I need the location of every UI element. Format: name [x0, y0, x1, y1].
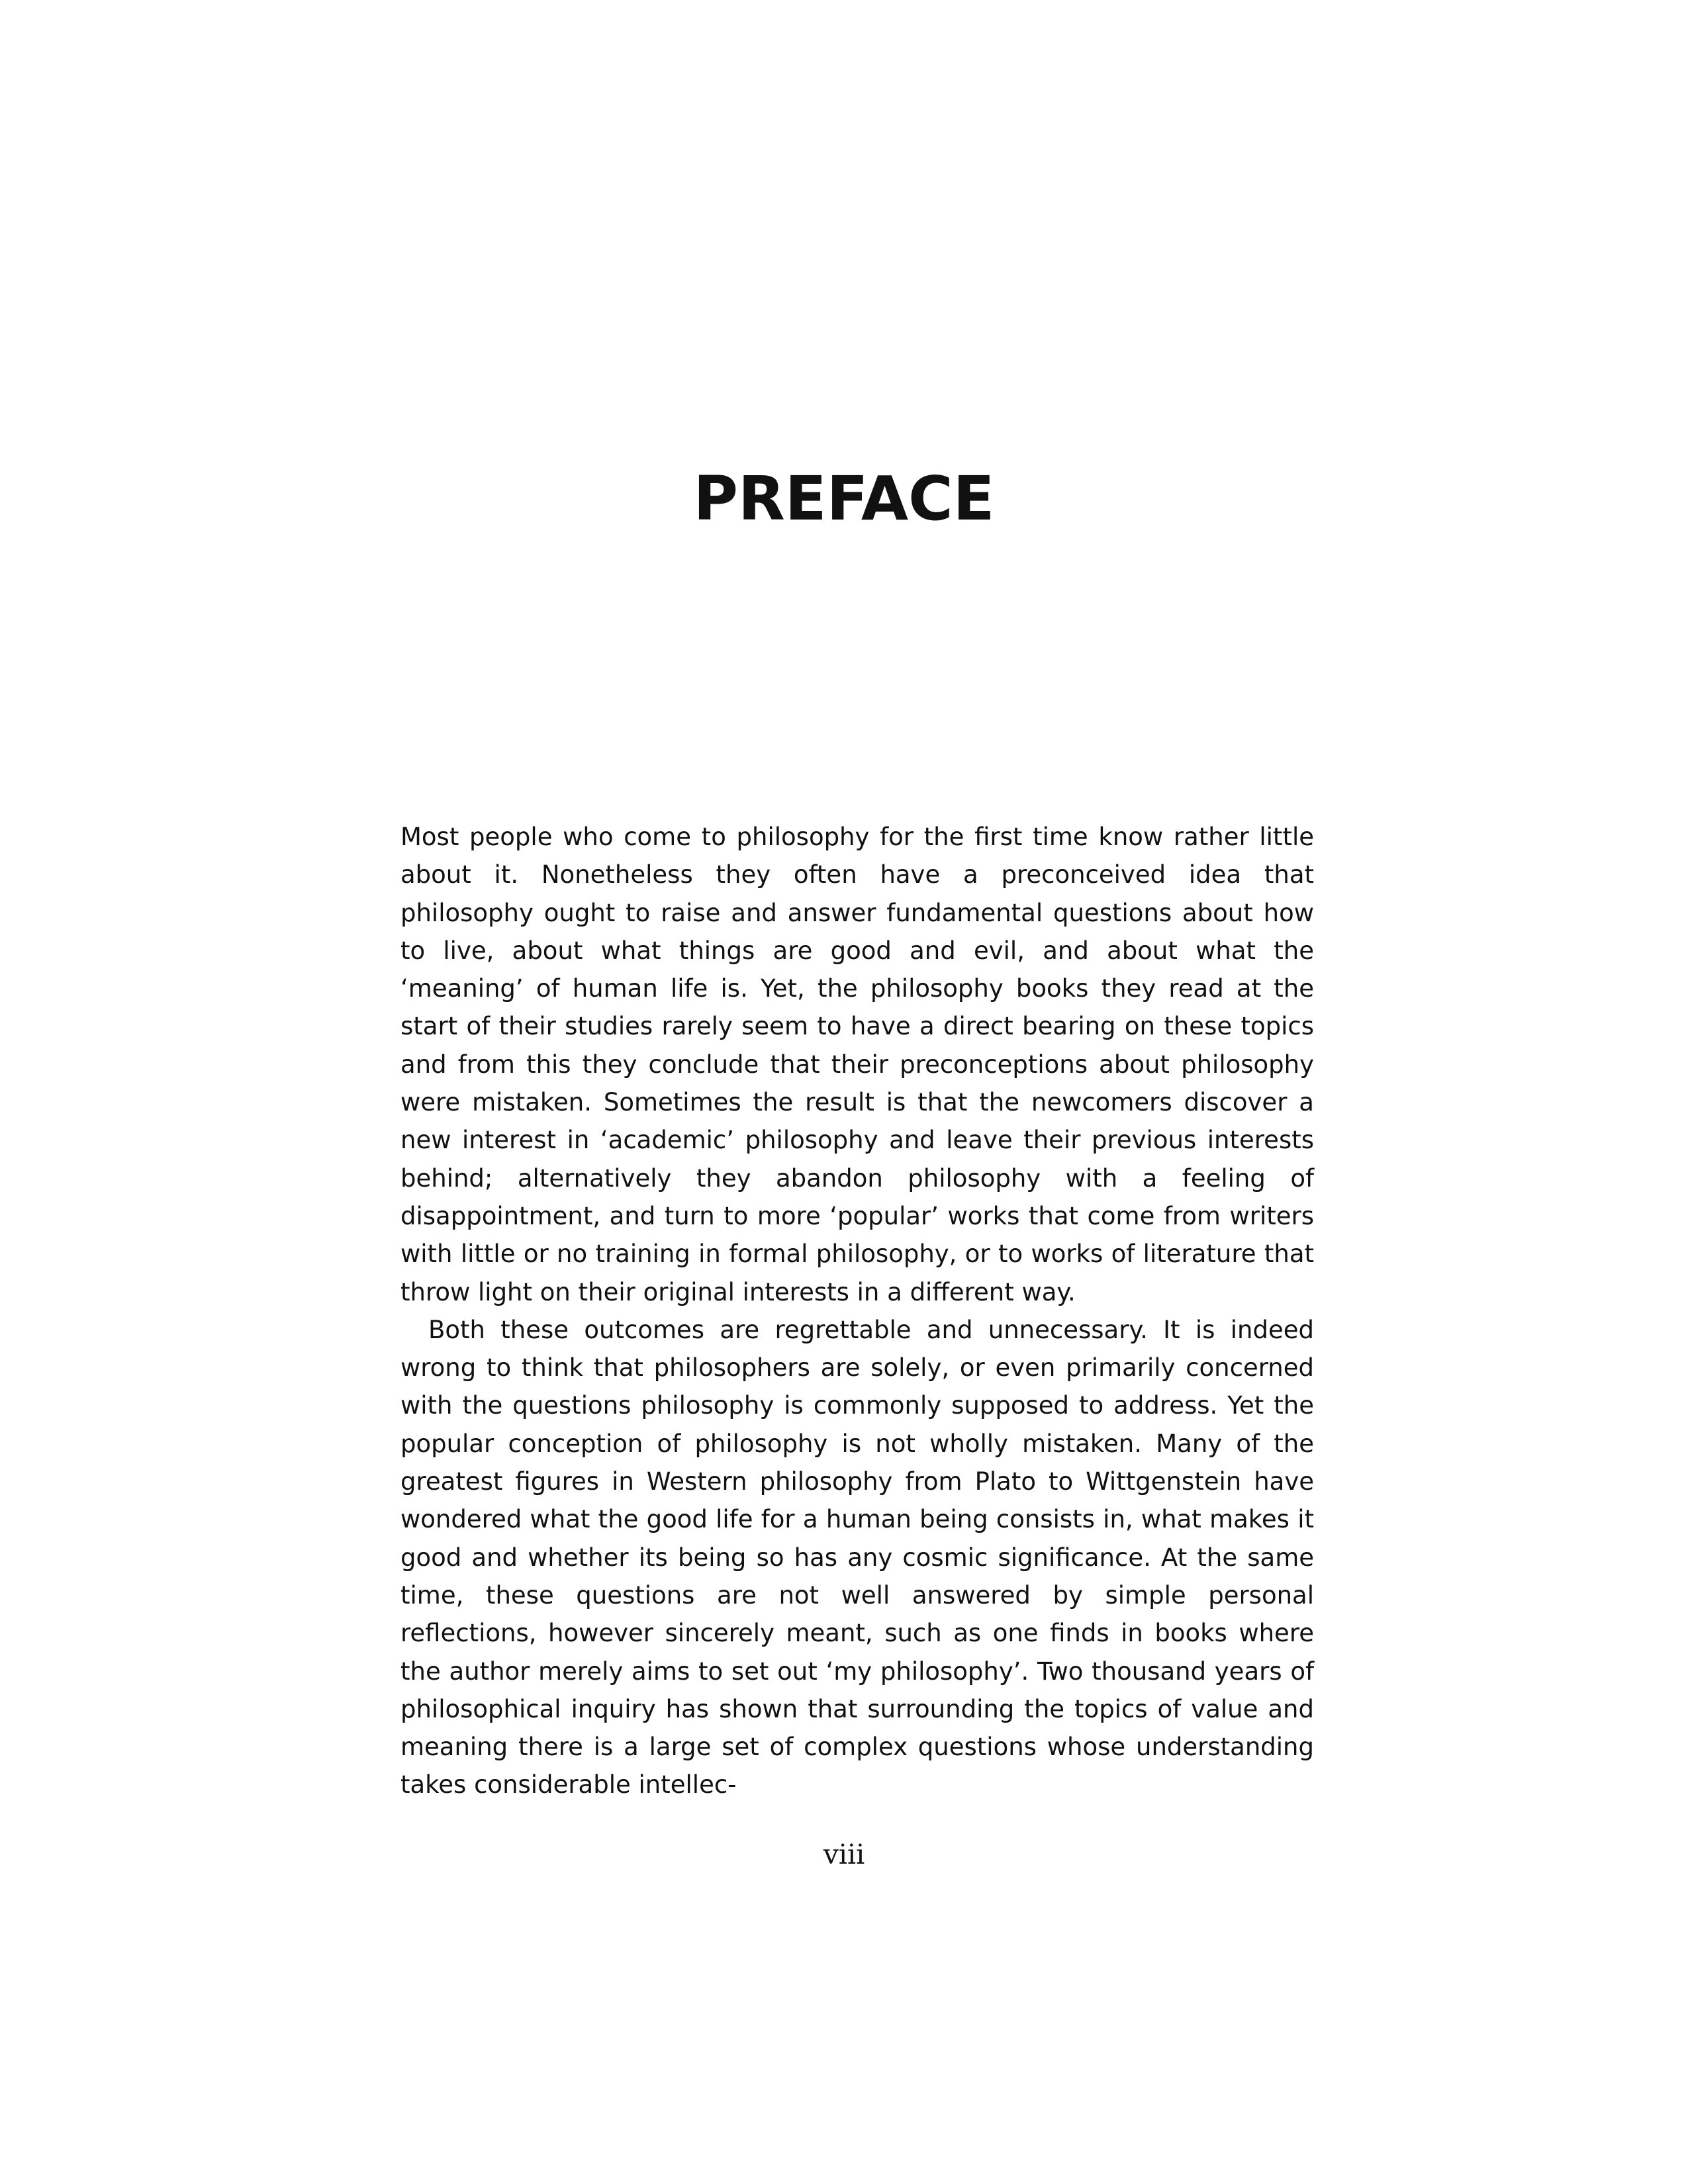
paragraph-2: Both these outcomes are regrettable and unnecessary. It is indeed wrong to think that philosophers are solely, or even primarily concerned with the questions philosophy is commonly supposed to address. Yet the popular conception of philosophy is not wholly mistaken. Many of the greatest figures in Western philosophy from Plato to Wittgenstein have wondered what the good life for a human being consists in, what makes it good and whether its being so has any cosmic significance. At the same time, these questions are not well answered by simple personal reflections, however sincerely meant, such as one finds in books where the author merely aims to set out ‘my philosophy’. Two thousand years of philosophical inquiry has shown that surrounding the topics of value and meaning there is a large set of complex questions whose understanding takes considerable intellec-	[400, 1315, 1314, 1799]
page-title: PREFACE	[693, 463, 995, 534]
page-number: viii	[823, 1839, 865, 1870]
body-text	[400, 818, 1314, 1804]
paragraph-1: Most people who come to philosophy for the first time know rather little about it. Nonetheless they often have a preconceived idea that philosophy ought to raise and answer fundamental questions about how to live, about what things are good and evil, and about what the ‘meaning’ of human life is. Yet, the philosophy books they read at the start of their studies rarely seem to have a direct bearing on these topics and from this they conclude that their preconceptions about philosophy were mistaken. Sometimes the result is that the newcomers discover a new interest in ‘academic’ philosophy and leave their previous interests behind; alternatively they abandon philosophy with a feeling of disappointment, and turn to more ‘popular’ works that come from writers with little or no training in formal philosophy, or to works of literature that throw light on their original interests in a different way.	[400, 823, 1314, 1306]
